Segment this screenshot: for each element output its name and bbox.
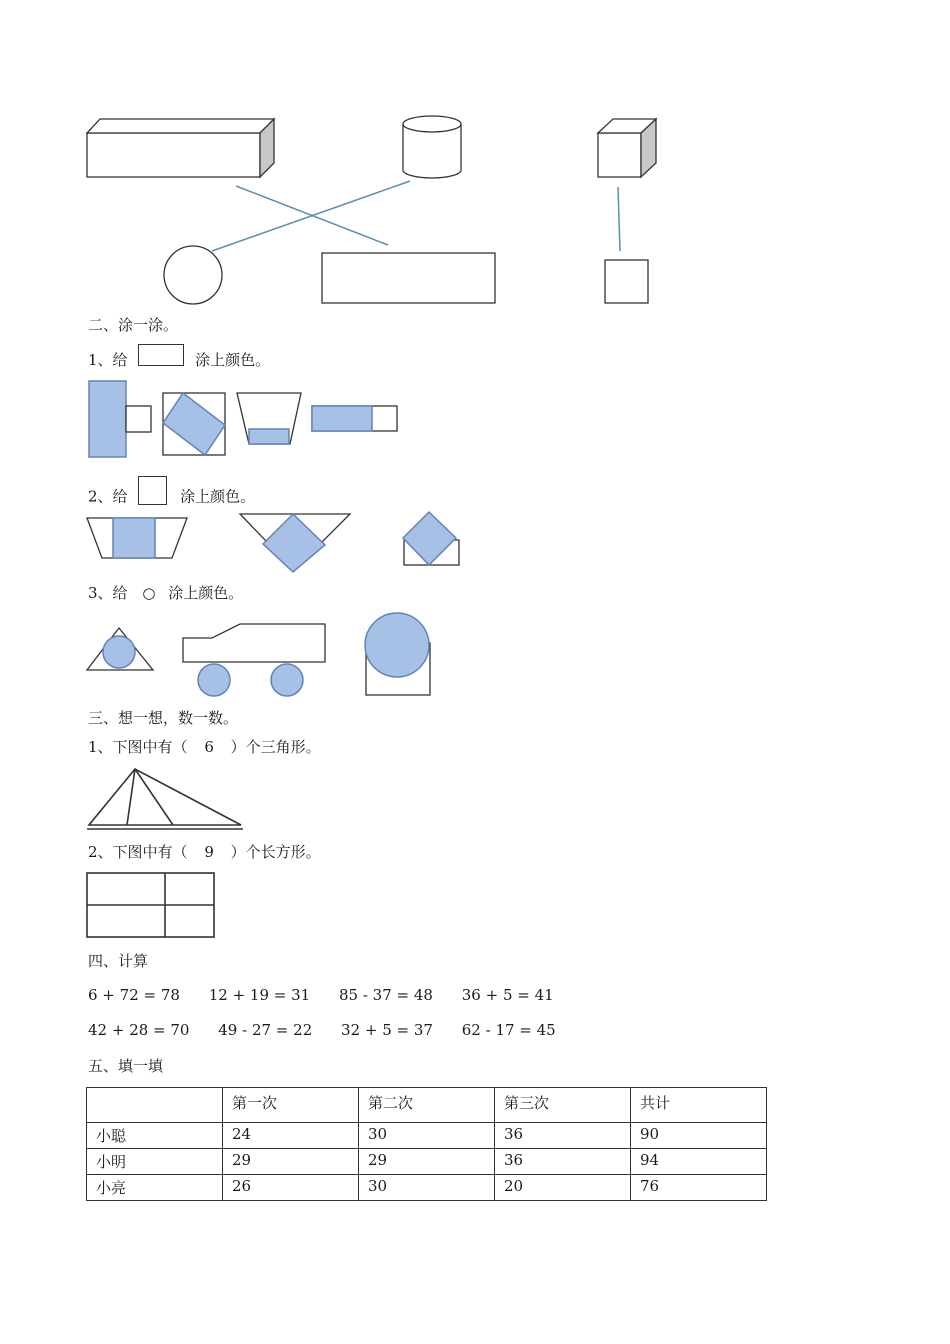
table-row <box>87 1175 767 1201</box>
table-cell: 30 <box>358 1123 494 1149</box>
q3-color-figure <box>85 608 455 703</box>
score-table <box>86 1087 767 1201</box>
circle-icon: ○ <box>142 584 156 602</box>
table-row <box>87 1149 767 1175</box>
table-cell: 20 <box>494 1175 630 1201</box>
table-cell: 94 <box>630 1149 766 1175</box>
table-header-row <box>87 1088 767 1123</box>
calc-item: 85 - 37 = 48 <box>338 986 433 1004</box>
table-cell: 36 <box>494 1123 630 1149</box>
q1-suffix: ）个三角形。 <box>230 738 321 756</box>
cube-shape <box>598 119 656 177</box>
table-cell: 29 <box>358 1149 494 1175</box>
table-header-cell: 第三次 <box>494 1088 630 1123</box>
q3-suffix: 涂上颜色。 <box>168 584 244 602</box>
q2-color-figure <box>85 508 485 578</box>
table-cell: 29 <box>222 1149 358 1175</box>
calc-item: 42 + 28 = 70 <box>88 1021 190 1039</box>
section3-heading: 三、想一想，数一数。 <box>88 709 239 727</box>
circle-shape <box>164 246 222 304</box>
table-header-cell: 第一次 <box>222 1088 358 1123</box>
triangle-count-figure <box>85 763 255 833</box>
table-cell: 76 <box>630 1175 766 1201</box>
q2-suffix: ）个长方形。 <box>230 843 321 861</box>
table-header-cell: 共计 <box>630 1088 766 1123</box>
q2-suffix: 涂上颜色。 <box>180 487 256 506</box>
q2-answer: 9 <box>204 843 214 861</box>
table-cell: 小聪 <box>87 1123 223 1149</box>
q1-answer: 6 <box>204 738 214 756</box>
q2-prefix: 2、下图中有（ <box>88 843 188 861</box>
rectangle-icon <box>138 344 184 366</box>
calc-row-2 <box>88 1021 580 1039</box>
q1-prefix: 1、给 <box>88 351 128 369</box>
table-cell: 26 <box>222 1175 358 1201</box>
calc-item: 49 - 27 = 22 <box>218 1021 313 1039</box>
matching-lines <box>212 181 620 251</box>
q1-color-figure <box>85 375 415 465</box>
table-header-cell: 第二次 <box>358 1088 494 1123</box>
cuboid-shape <box>87 119 274 177</box>
section2-heading: 二、涂一涂。 <box>88 316 179 334</box>
matching-figure <box>0 0 950 320</box>
square-shape <box>605 260 648 303</box>
calc-row-1 <box>88 986 578 1004</box>
section2-q1 <box>88 350 270 372</box>
calc-item: 12 + 19 = 31 <box>208 986 311 1004</box>
calc-item: 6 + 72 = 78 <box>88 986 180 1004</box>
calc-item: 62 - 17 = 45 <box>461 1021 556 1039</box>
table-cell: 小明 <box>87 1149 223 1175</box>
table-cell: 小亮 <box>87 1175 223 1201</box>
q2-prefix: 2、给 <box>88 487 128 506</box>
section2-q3 <box>88 583 243 603</box>
q1-prefix: 1、下图中有（ <box>88 738 188 756</box>
table-cell: 90 <box>630 1123 766 1149</box>
section5-heading: 五、填一填 <box>88 1057 164 1075</box>
table-cell: 24 <box>222 1123 358 1149</box>
square-icon <box>138 476 167 505</box>
q3-prefix: 3、给 <box>88 584 128 602</box>
section4-heading: 四、计算 <box>88 952 149 970</box>
section3-q1 <box>88 737 321 757</box>
table-row <box>87 1123 767 1149</box>
table-cell: 36 <box>494 1149 630 1175</box>
section3-q2 <box>88 842 321 862</box>
table-cell: 30 <box>358 1175 494 1201</box>
q1-suffix: 涂上颜色。 <box>195 351 271 369</box>
calc-item: 36 + 5 = 41 <box>461 986 554 1004</box>
calc-item: 32 + 5 = 37 <box>341 1021 433 1039</box>
rectangle-shape <box>322 253 495 303</box>
table-header-cell <box>87 1088 223 1123</box>
cylinder-shape <box>403 116 461 178</box>
rectangle-count-figure <box>85 870 225 940</box>
